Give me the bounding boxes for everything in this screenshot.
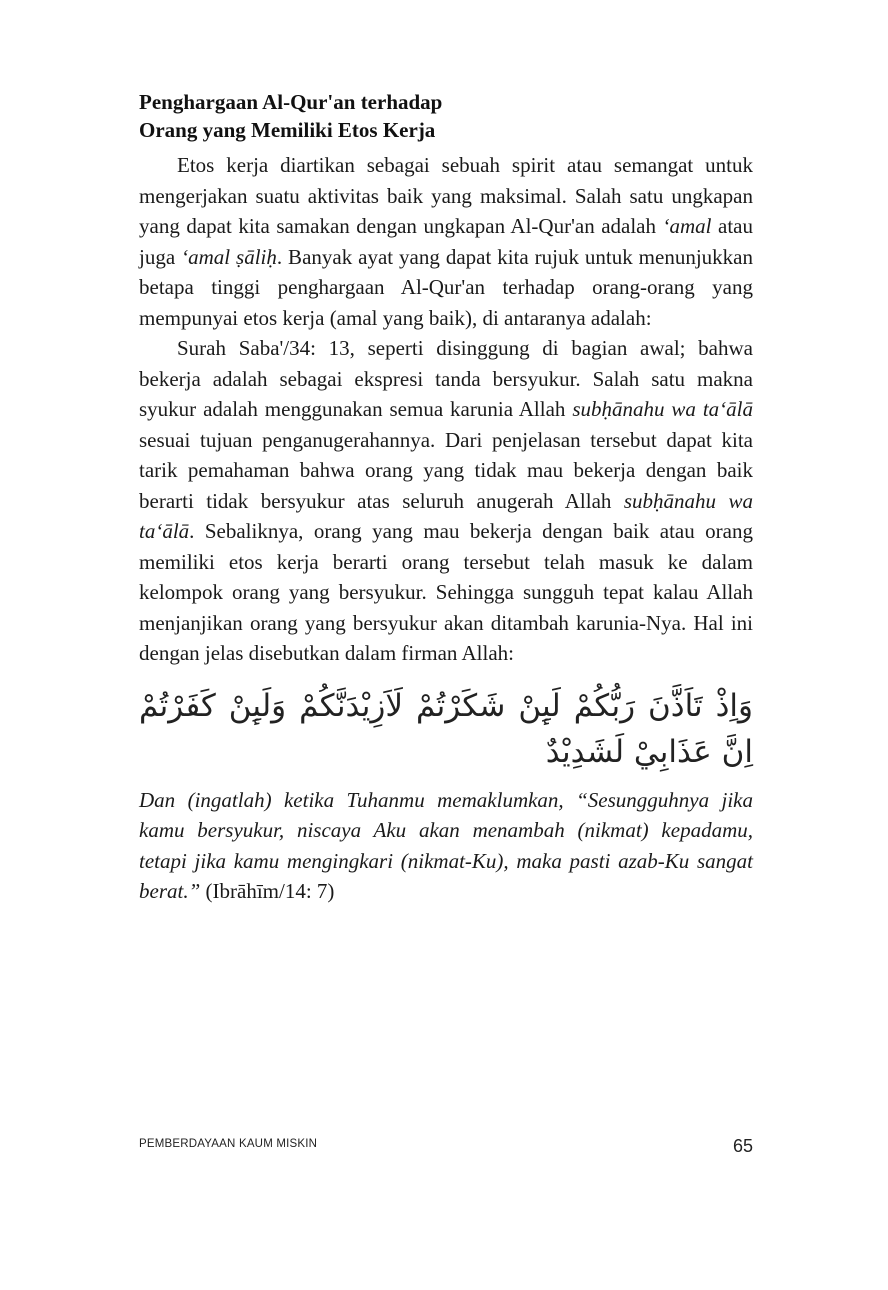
body-text: [139, 150, 753, 669]
paragraph2-text-c: . Sebaliknya, orang yang mau bekerja dengan baik atau orang memiliki etos kerja berarti orang tersebut telah masuk ke dalam kelompok orang yang bersyukur. Sehingga sungguh tepat kalau Allah menjanjikan orang yang bersyukur akan ditambah karunia-Nya. Hal ini dengan jelas disebutkan dalam firman Allah:: [139, 519, 753, 665]
arabic-verse-line1: وَاِذْ تَاَذَّنَ رَبُّكُمْ لَىِٕنْ شَكَرْتُمْ لَاَزِيْدَنَّكُمْ وَلَىِٕنْ كَفَرْتُمْ: [139, 687, 753, 724]
section-heading-line2: Orang yang Memiliki Etos Kerja: [139, 118, 436, 142]
paragraph2-text-a: Surah Saba'/34: 13, seperti disinggung di bagian awal; bahwa bekerja adalah sebagai ekspresi tanda bersyukur. Salah satu makna syukur adalah menggunakan semua karunia Allah: [139, 336, 753, 421]
paragraph2-text-b: sesuai tujuan penganugerahannya. Dari penjelasan tersebut dapat kita tarik pemahaman bahwa orang yang tidak mau bekerja dengan baik berarti tidak bersyukur atas seluruh anugerah Allah: [139, 427, 753, 513]
translation-text: Dan (ingatlah) ketika Tuhanmu memaklumkan, “Sesungguhnya jika kamu bersyukur, niscaya Aku akan menambah (nikmat) kepadamu, tetapi jika kamu mengingkari (nikmat-Ku), maka pasti azab-Ku sangat berat.”: [139, 787, 753, 903]
verse-reference: (Ibrāhīm/14: 7): [200, 879, 335, 903]
paragraph-surah-saba: [139, 333, 753, 669]
paragraph1-text-b: atau juga: [139, 214, 754, 269]
paragraph1-text-c: . Banyak ayat yang dapat kita rujuk untuk menunjukkan betapa tinggi penghargaan Al-Qur'an terhadap orang-orang yang mempunyai etos kerja (amal yang baik), di antaranya adalah:: [139, 244, 753, 330]
section-heading: [139, 88, 753, 144]
term-subhanahu-1: subḥānahu wa ta‘ālā: [572, 397, 754, 421]
paragraph-etos-kerja: [139, 150, 753, 333]
term-amal-salih: ‘amal ṣāliḥ: [181, 244, 277, 269]
footer-book-title: PEMBERDAYAAN KAUM MISKIN: [139, 1138, 318, 1150]
page-footer: [139, 1136, 753, 1166]
section-heading-line1: Penghargaan Al-Qur'an terhadap: [139, 90, 443, 114]
term-subhanahu-2: subḥānahu wa ta‘ālā: [139, 488, 753, 543]
paragraph1-text-a: Etos kerja diartikan sebagai sebuah spirit atau semangat untuk mengerjakan suatu aktivitas baik yang maksimal. Salah satu ungkapan yang dapat kita samakan dengan ungkapan Al-Qur'an adalah: [139, 153, 753, 238]
page-number: 65: [732, 1136, 753, 1156]
arabic-verse-line2: اِنَّ عَذَابِيْ لَشَدِيْدٌ: [545, 733, 753, 770]
quran-verse-arabic: [139, 683, 753, 775]
term-amal: ‘amal: [662, 214, 712, 238]
verse-translation: [139, 785, 753, 907]
page-content: [139, 88, 753, 907]
